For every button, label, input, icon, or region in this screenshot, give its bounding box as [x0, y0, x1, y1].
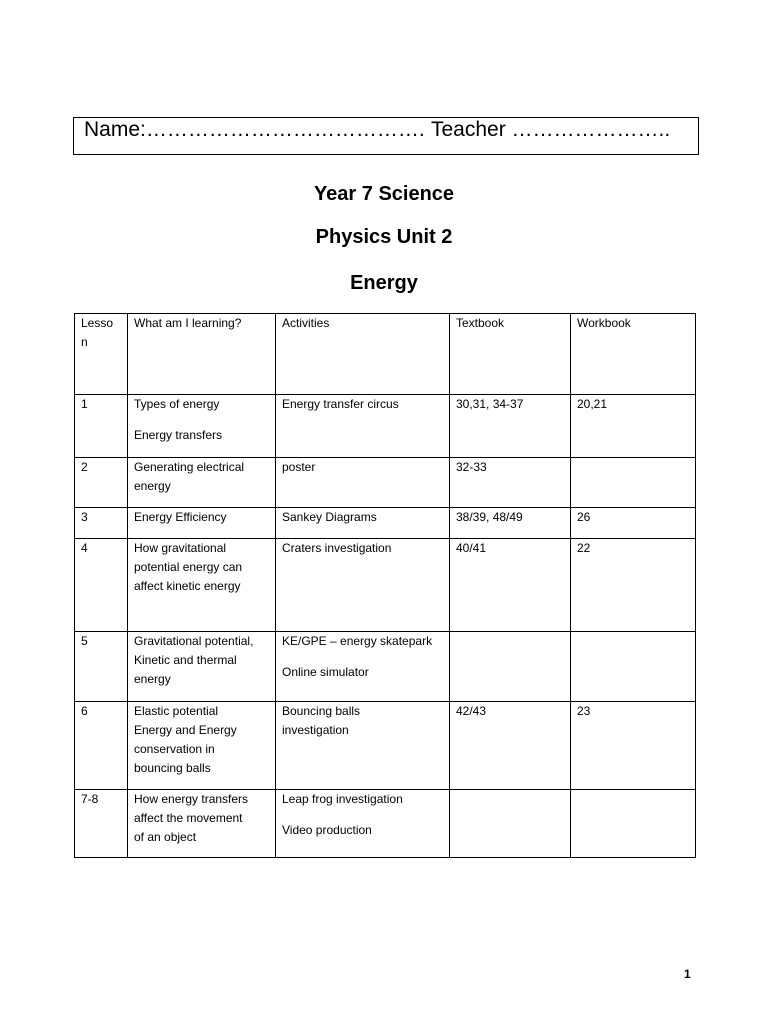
learning-cell: Elastic potential Energy and Energy conservation in bouncing balls [128, 702, 276, 790]
table-row [75, 790, 696, 858]
workbook-cell [571, 790, 696, 858]
column-header-learning: What am I learning? [128, 314, 276, 395]
workbook-cell [571, 632, 696, 702]
teacher-field-label[interactable]: Teacher ………………….. [431, 118, 671, 141]
learning-cell: Generating electrical energy [128, 458, 276, 508]
workbook-cell [571, 458, 696, 508]
table-row [75, 702, 696, 790]
lesson-cell: 5 [75, 632, 128, 702]
textbook-cell: 38/39, 48/49 [450, 508, 571, 539]
activities-cell: Bouncing balls investigation [276, 702, 450, 790]
lesson-cell: 2 [75, 458, 128, 508]
learning-cell: Types of energy Energy transfers [128, 395, 276, 458]
table-row [75, 458, 696, 508]
learning-cell: Gravitational potential, Kinetic and thermal energy [128, 632, 276, 702]
table-row [75, 632, 696, 702]
textbook-cell: 30,31, 34-37 [450, 395, 571, 458]
column-header-activities: Activities [276, 314, 450, 395]
activities-cell: Sankey Diagrams [276, 508, 450, 539]
lesson-cell: 1 [75, 395, 128, 458]
lesson-cell: 3 [75, 508, 128, 539]
workbook-cell: 23 [571, 702, 696, 790]
table-header-row [75, 314, 696, 395]
textbook-cell: 32-33 [450, 458, 571, 508]
lesson-cell: 6 [75, 702, 128, 790]
table-row [75, 539, 696, 632]
learning-cell: How gravitational potential energy can affect kinetic energy [128, 539, 276, 632]
unit-subtitle: Physics Unit 2 [315, 226, 453, 248]
activities-cell: poster [276, 458, 450, 508]
activities-cell: KE/GPE – energy skatepark Online simulator [276, 632, 450, 702]
lesson-plan-table [74, 313, 696, 858]
lesson-cell: 7-8 [75, 790, 128, 858]
textbook-cell [450, 632, 571, 702]
table-row [75, 508, 696, 539]
textbook-cell: 42/43 [450, 702, 571, 790]
activities-cell: Leap frog investigation Video production [276, 790, 450, 858]
activities-cell: Energy transfer circus [276, 395, 450, 458]
textbook-cell [450, 790, 571, 858]
name-teacher-box [73, 117, 699, 155]
page-number: 1 [684, 967, 691, 981]
topic-heading: Energy [350, 272, 418, 294]
column-header-workbook: Workbook [571, 314, 696, 395]
learning-cell: Energy Efficiency [128, 508, 276, 539]
activities-cell: Craters investigation [276, 539, 450, 632]
workbook-cell: 22 [571, 539, 696, 632]
column-header-textbook: Textbook [450, 314, 571, 395]
name-field-label[interactable]: Name:…………………………………. [84, 118, 425, 141]
workbook-cell: 20,21 [571, 395, 696, 458]
page-title: Year 7 Science [313, 183, 455, 205]
textbook-cell: 40/41 [450, 539, 571, 632]
workbook-cell: 26 [571, 508, 696, 539]
table-row [75, 395, 696, 458]
learning-cell: How energy transfers affect the movement of an object [128, 790, 276, 858]
column-header-lesson: Lesso n [75, 314, 128, 395]
lesson-cell: 4 [75, 539, 128, 632]
